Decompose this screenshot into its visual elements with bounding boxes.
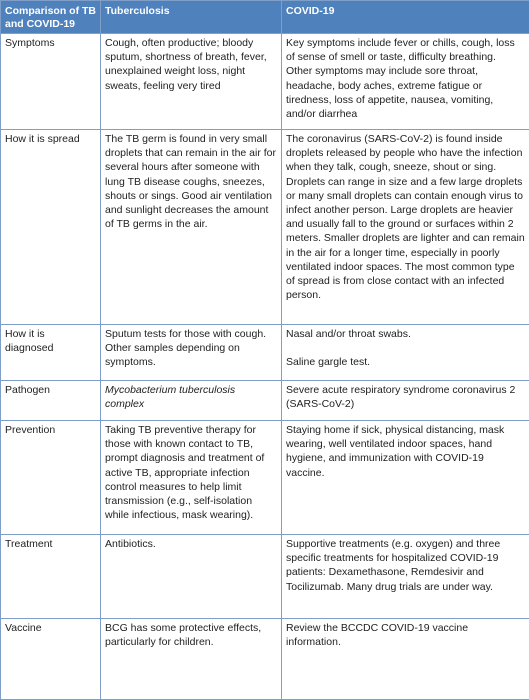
covid-text: Key symptoms include fever or chills, cough, loss of sense of smell or taste, difficulty breathing. Other symptoms may include sore throat, headache, body aches, extreme fatigue or tiredness, loss of appetite, nausea, vomiting, and/or diarrhea xyxy=(286,36,525,121)
row-label: Treatment xyxy=(1,535,101,619)
header-tuberculosis: Tuberculosis xyxy=(101,1,282,34)
covid-cell xyxy=(282,421,529,535)
row-label: Pathogen xyxy=(1,381,101,421)
table-row-spread xyxy=(1,130,529,325)
covid-cell xyxy=(282,381,529,421)
table-row-treatment xyxy=(1,535,529,619)
covid-text: Saline gargle test. xyxy=(286,355,525,369)
table-row-prevention xyxy=(1,421,529,535)
covid-text: Review the BCCDC COVID-19 vaccine information. xyxy=(286,621,525,649)
tb-cell: Taking TB preventive therapy for those with known contact to TB, prompt diagnosis and treatment of active TB, appropriate infection control measures to help limit transmission (e.g., self-isolation while infectious, mask wearing). xyxy=(101,421,282,535)
tb-cell: Mycobacterium tuberculosis complex xyxy=(101,381,282,421)
table-row-symptoms xyxy=(1,34,529,130)
tb-cell: Antibiotics. xyxy=(101,535,282,619)
row-label: How it is diagnosed xyxy=(1,325,101,381)
tb-cell: Sputum tests for those with cough. Other samples depending on symptoms. xyxy=(101,325,282,381)
header-comparison: Comparison of TB and COVID-19 xyxy=(1,1,101,34)
tb-cell: The TB germ is found in very small droplets that can remain in the air for several hours after someone with lung TB disease coughs, sneezes, shouts or sings. Good air ventilation and sunlight decreases the amount of TB germs in the air. xyxy=(101,130,282,325)
tb-cell: BCG has some protective effects, particularly for children. xyxy=(101,619,282,700)
covid-cell xyxy=(282,325,529,381)
covid-text: Supportive treatments (e.g. oxygen) and three specific treatments for hospitalized COVID-19 patients: Dexamethasone, Remdesivir and Tocilizumab. Many drug trials are under way. xyxy=(286,537,525,594)
header-covid19: COVID-19 xyxy=(282,1,529,34)
covid-text: Severe acute respiratory syndrome coronavirus 2 (SARS-CoV-2) xyxy=(286,383,525,411)
covid-cell xyxy=(282,619,529,700)
tb-cell: Cough, often productive; bloody sputum, shortness of breath, fever, unexplained weight loss, night sweats, feeling very tired xyxy=(101,34,282,130)
table-header-row xyxy=(1,1,529,34)
table-row-diagnosed xyxy=(1,325,529,381)
covid-cell xyxy=(282,130,529,325)
row-label: How it is spread xyxy=(1,130,101,325)
table-row-pathogen xyxy=(1,381,529,421)
row-label: Vaccine xyxy=(1,619,101,700)
table-row-vaccine xyxy=(1,619,529,700)
covid-cell xyxy=(282,34,529,130)
covid-text: Nasal and/or throat swabs. xyxy=(286,327,525,341)
covid-text: Staying home if sick, physical distancing, mask wearing, well ventilated indoor spaces, hand hygiene, and immunization with COVID-19 vaccine. xyxy=(286,423,525,480)
covid-cell xyxy=(282,535,529,619)
row-label: Symptoms xyxy=(1,34,101,130)
row-label: Prevention xyxy=(1,421,101,535)
covid-text: The coronavirus (SARS-CoV-2) is found inside droplets released by people who have the infection when they talk, cough, sneeze, shout or sing. Droplets can range in size and a few large droplets or many small droplets can contain enough virus to infect another person. Large droplets are heavier and usually fall to the ground or surfaces within 2 meters. Smaller droplets are lighter and can remain in the air for a longer time, especially in poorly ventilated indoor spaces. The most common type of spread is from close contact with an infected person. xyxy=(286,132,525,302)
